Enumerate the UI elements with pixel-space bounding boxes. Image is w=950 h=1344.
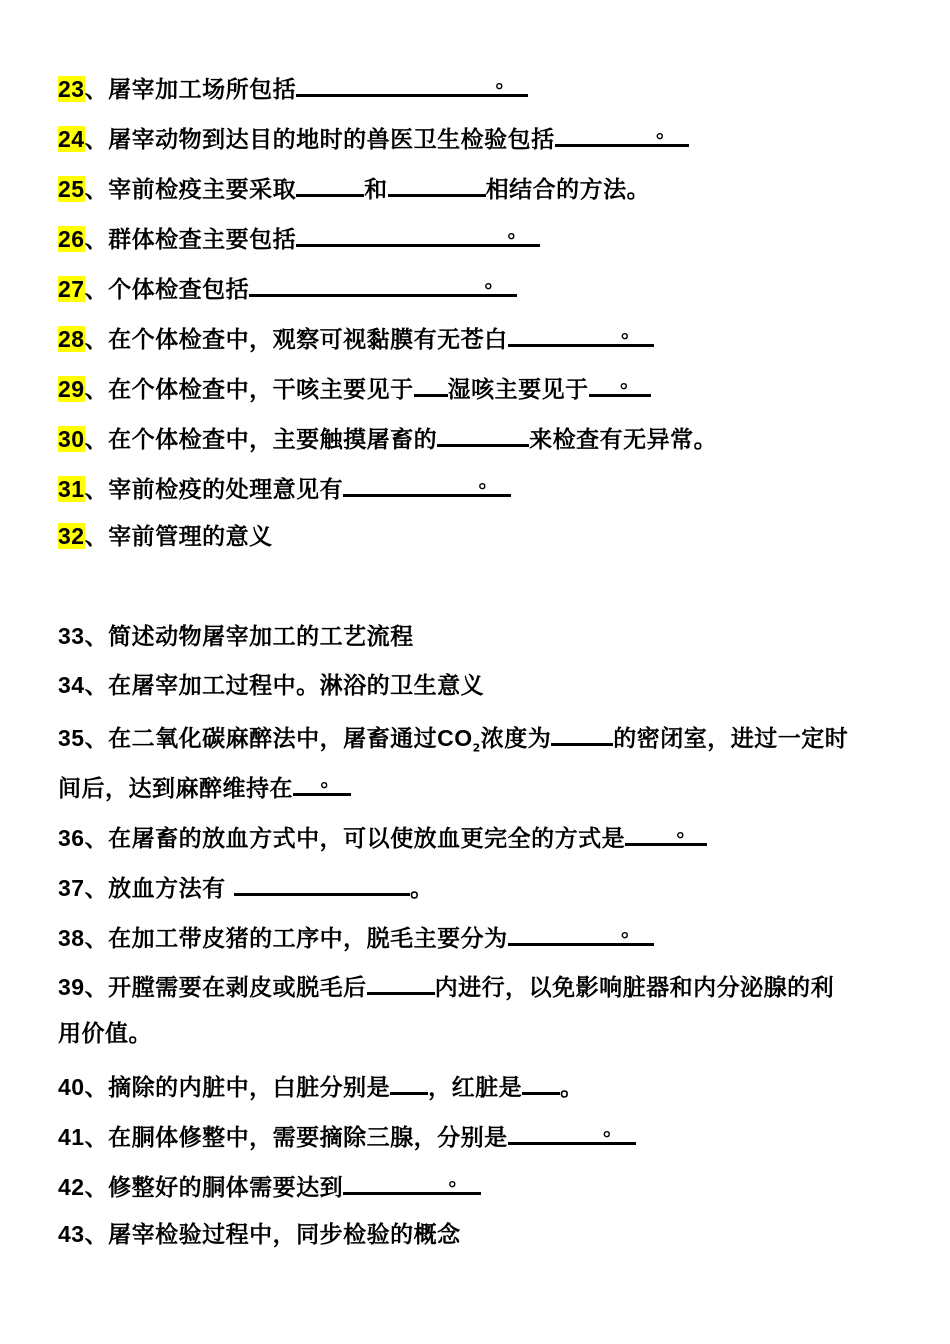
question-32 [58,520,273,553]
question-31 [58,470,511,506]
question-number: 23 [58,76,85,102]
question-number: 39 [58,974,85,1000]
question-42 [58,1168,481,1204]
answer-blank: 。 [296,70,528,97]
question-text: 、在加工带皮猪的工序中，脱毛主要分为 [84,926,508,952]
question-number: 29 [58,376,85,402]
question-text-end: 相结合的方法。 [485,177,651,203]
answer-blank: 。 [249,270,517,297]
question-number: 27 [58,276,85,302]
question-text: 、群体检查主要包括 [84,227,297,253]
question-text-mid: ，红脏是 [428,1075,523,1101]
question-number: 38 [58,925,85,951]
question-text: 、在二氧化碳麻醉法中，屠畜通过 [84,726,438,752]
answer-blank: 。 [625,819,707,846]
question-text: 、个体检查包括 [84,277,250,303]
answer-blank: 。 [293,769,351,796]
question-text: 、开膛需要在剥皮或脱毛后 [84,975,367,1001]
question-30 [58,420,717,456]
question-38 [58,919,654,955]
question-number: 36 [58,825,85,851]
question-text: 、屠宰动物到达目的地时的兽医卫生检验包括 [84,127,555,153]
answer-blank: 。 [508,919,654,946]
question-35 [58,719,848,765]
question-27 [58,270,517,306]
answer-blank: 。 [343,470,511,497]
question-24 [58,120,689,156]
question-number: 33 [58,623,85,649]
question-text: 、在屠宰加工过程中。淋浴的卫生意义 [84,673,485,699]
question-number: 37 [58,875,85,901]
question-text: 、简述动物屠宰加工的工艺流程 [84,624,414,650]
question-26 [58,220,540,256]
answer-blank: 。 [343,1168,481,1195]
question-33 [58,620,414,653]
question-39 [58,968,834,1004]
question-29 [58,370,651,406]
question-25 [58,170,650,206]
question-34 [58,669,484,702]
answer-blank [437,420,529,447]
question-text: 、宰前管理的意义 [84,524,273,550]
question-text: 、在胴体修整中，需要摘除三腺，分别是 [84,1125,508,1151]
answer-blank: 。 [508,1118,636,1145]
co2-subscript: 2 [472,741,481,755]
question-36 [58,819,707,855]
answer-blank: 。 [555,120,689,147]
question-number: 26 [58,226,85,252]
question-37 [58,869,434,905]
question-text-mid: 和 [364,177,388,203]
question-number: 42 [58,1174,85,1200]
question-number: 24 [58,126,85,152]
question-number: 28 [58,326,85,352]
question-text: 、在屠畜的放血方式中，可以使放血更完全的方式是 [84,826,626,852]
answer-blank: 。 [589,370,651,397]
question-text-line2: 间后，达到麻醉维持在 [58,776,293,802]
answer-blank: 。 [508,320,654,347]
question-text: 、在个体检查中，主要触摸屠畜的 [84,427,438,453]
question-number: 25 [58,176,85,202]
question-text: 、宰前检疫的处理意见有 [84,477,344,503]
question-number: 30 [58,426,85,452]
question-text: 、屠宰加工场所包括 [84,77,297,103]
question-text: 、放血方法有 [84,876,226,902]
question-text: 、屠宰检验过程中，同步检验的概念 [84,1222,461,1248]
question-text-end: 内进行，以免影响脏器和内分泌腺的利 [434,975,835,1001]
answer-blank [390,1068,428,1095]
question-text: 、在个体检查中，干咳主要见于 [84,377,414,403]
answer-blank [234,869,410,896]
question-text: 、摘除的内脏中，白脏分别是 [84,1075,391,1101]
question-text-end: 。 [410,876,434,902]
answer-blank [551,719,613,746]
question-number: 41 [58,1124,85,1150]
question-number: 35 [58,725,85,751]
answer-blank [522,1068,560,1095]
question-41 [58,1118,636,1154]
question-text-2: 浓度为 [480,726,552,752]
answer-blank [296,170,364,197]
question-number: 31 [58,476,85,502]
question-text-end: 的密闭室，进过一定时 [613,726,849,752]
answer-blank [367,968,435,995]
question-text: 、修整好的胴体需要达到 [84,1175,344,1201]
question-23 [58,70,528,106]
answer-blank: 。 [296,220,540,247]
question-39-line2 [58,1018,152,1050]
answer-blank [388,170,486,197]
question-number: 40 [58,1074,85,1100]
question-text-end: 来检查有无异常。 [529,427,718,453]
question-43 [58,1218,461,1251]
question-text-mid: 湿咳主要见于 [447,377,589,403]
question-35-line2 [58,769,351,805]
question-text: 、在个体检查中，观察可视黏膜有无苍白 [84,327,508,353]
question-text-end: 。 [560,1075,584,1101]
question-text: 、宰前检疫主要采取 [84,177,297,203]
question-28 [58,320,654,356]
answer-blank [414,370,448,397]
question-number: 34 [58,672,85,698]
question-40 [58,1068,584,1104]
question-number: 43 [58,1221,85,1247]
question-number: 32 [58,523,85,549]
question-text-line2: 用价值。 [58,1021,152,1047]
co2-formula: CO [437,725,473,751]
